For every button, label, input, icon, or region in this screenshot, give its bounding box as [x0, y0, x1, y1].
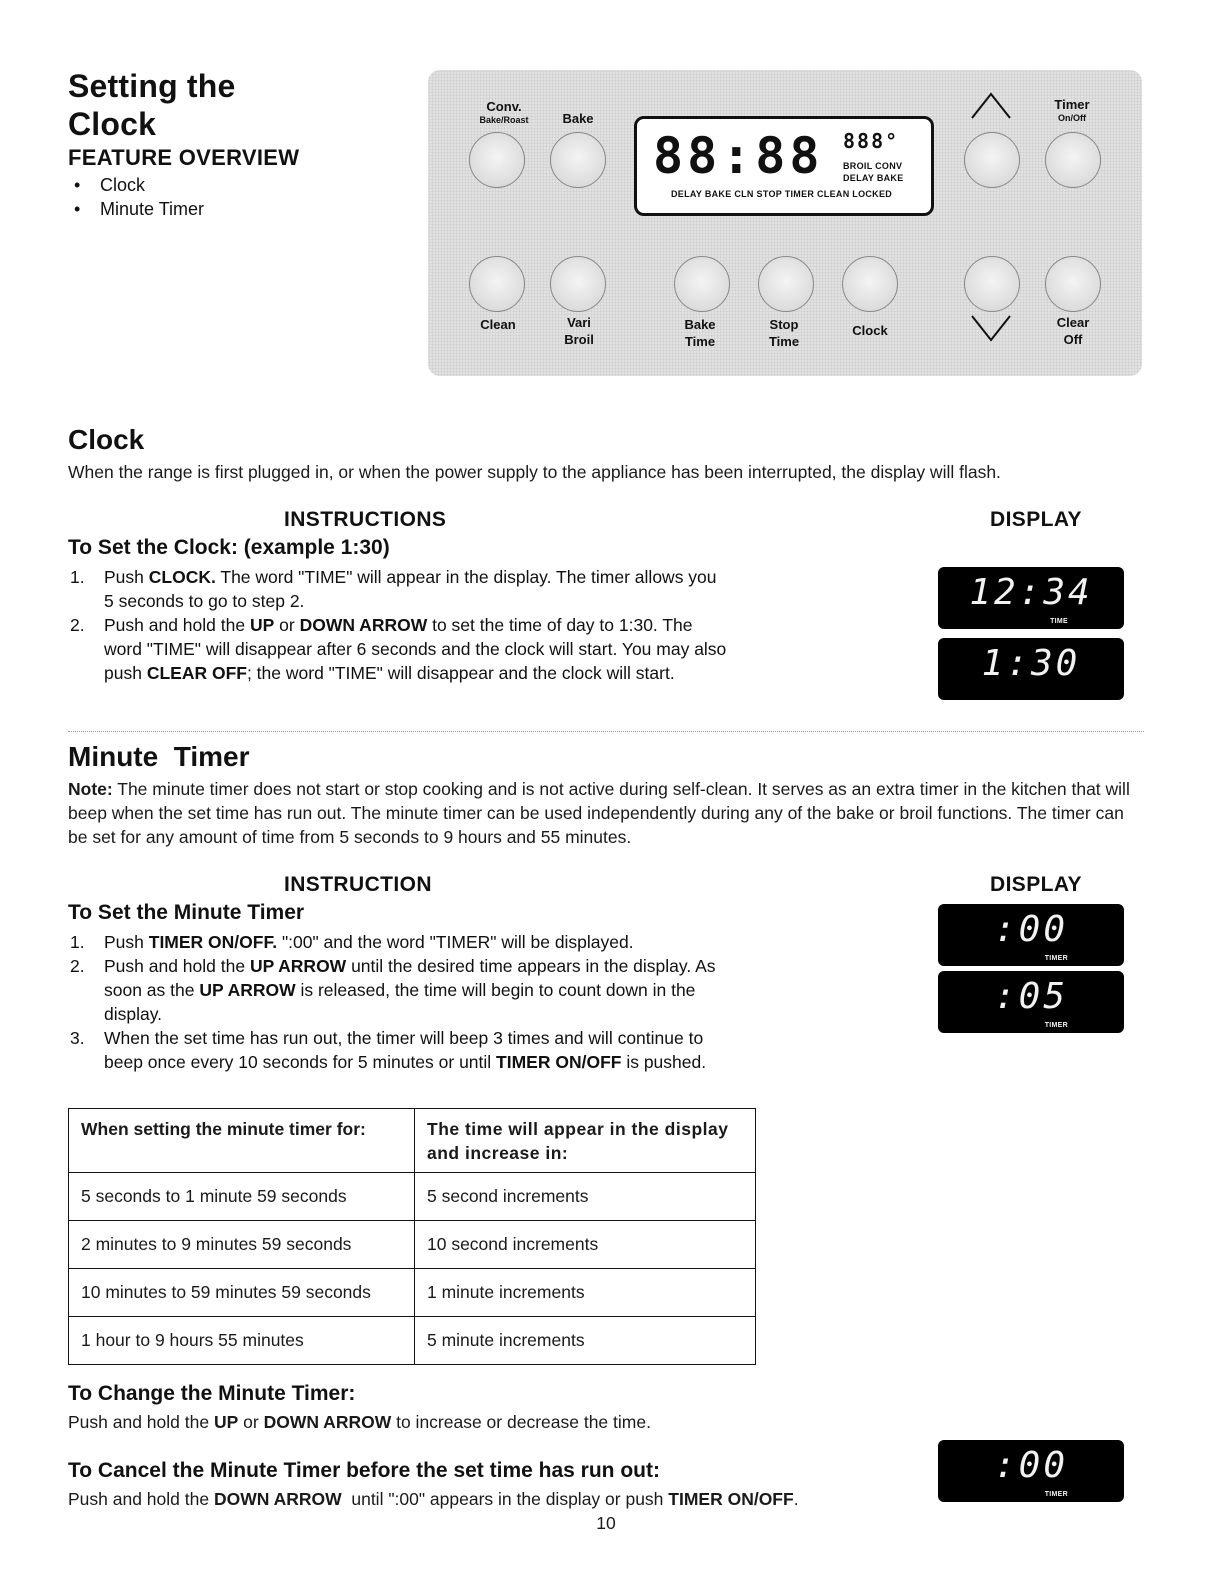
title-line-2: Clock: [68, 106, 157, 142]
step-bold: UP ARROW: [249, 956, 347, 976]
table-header-row: [69, 1109, 756, 1173]
step-bold: DOWN ARROW: [299, 615, 428, 635]
step-text: ":00" and the word "TIMER" will be displayed.: [277, 932, 634, 952]
table-cell-increment: 10 second increments: [415, 1221, 756, 1269]
set-timer-subheading: To Set the Minute Timer: [68, 901, 305, 924]
step-bold: UP ARROW: [199, 980, 296, 1000]
page-title: [68, 67, 236, 143]
table-cell-increment: 1 minute increments: [415, 1269, 756, 1317]
section-divider: [68, 731, 1144, 732]
vari-broil-button[interactable]: [550, 256, 606, 312]
clock-steps: [68, 565, 728, 685]
table-row: [69, 1221, 756, 1269]
step-number: 3.: [70, 1028, 85, 1048]
change-text: Push and hold the: [68, 1412, 214, 1432]
table-row: [69, 1317, 756, 1365]
change-bold: DOWN ARROW: [263, 1412, 392, 1432]
clear-off-label: [1040, 314, 1106, 348]
lcd-small-digits: 888°: [843, 129, 900, 153]
change-text: to increase or decrease the time.: [391, 1412, 651, 1432]
set-clock-subheading: To Set the Clock: (example 1:30): [68, 536, 390, 559]
clock-step: [68, 613, 728, 685]
timer-step: [68, 1026, 728, 1074]
clock-label: Clock: [852, 323, 888, 338]
clock-section-heading: Clock: [68, 424, 145, 455]
table-cell-range: 5 seconds to 1 minute 59 seconds: [69, 1173, 415, 1221]
feature-item: • Minute Timer: [68, 197, 204, 221]
table-header-right: The time will appear in the display and increase in:: [415, 1109, 756, 1173]
change-timer-text: [68, 1410, 928, 1434]
timer-label: [1036, 96, 1108, 123]
display-value: :00: [993, 909, 1069, 950]
timer-display-2: [938, 971, 1124, 1033]
table-cell-increment: 5 second increments: [415, 1173, 756, 1221]
cancel-timer-display: [938, 1440, 1124, 1502]
table-cell-range: 2 minutes to 9 minutes 59 seconds: [69, 1221, 415, 1269]
table-header-left: When setting the minute timer for:: [69, 1109, 415, 1173]
clock-display-2: [938, 638, 1124, 700]
bake-time-label-1: Bake: [684, 317, 716, 332]
stop-time-label-2: Time: [768, 334, 800, 349]
step-bold: UP: [249, 615, 275, 635]
cancel-text: Push and hold the: [68, 1489, 214, 1509]
clock-intro: When the range is first plugged in, or when the power supply to the appliance has been interrupted, the display will flash.: [68, 462, 1001, 482]
bake-time-label: [668, 316, 732, 350]
step-text: is pushed.: [621, 1052, 707, 1072]
instructions-label: INSTRUCTIONS: [284, 508, 447, 531]
display-tag: TIMER: [1044, 955, 1068, 962]
conv-label: [464, 98, 544, 125]
change-text: or: [238, 1412, 264, 1432]
panel-lcd-display: [634, 116, 934, 216]
clean-label: Clean: [480, 317, 516, 332]
note-label: Note:: [68, 779, 113, 799]
title-line-1: Setting the: [68, 68, 236, 104]
stop-time-label-1: Stop: [769, 317, 799, 332]
timer-increments-table: [68, 1108, 756, 1365]
conv-label-text: Conv.: [486, 99, 522, 114]
lcd-tag-delay-bake: DELAY BAKE: [843, 173, 904, 183]
timer-on-off-button[interactable]: [1045, 132, 1101, 188]
display-value: :00: [993, 1445, 1069, 1486]
timer-step: [68, 954, 728, 1026]
change-bold: UP: [213, 1412, 239, 1432]
display-tag: TIME: [1050, 618, 1068, 625]
clock-display-1: [938, 567, 1124, 629]
step-bold: TIMER ON/OFF: [496, 1052, 622, 1072]
up-arrow-icon: [970, 90, 1012, 120]
lcd-tag-row: DELAY BAKE CLN STOP TIMER CLEAN LOCKED: [671, 189, 893, 199]
timer-note: [68, 777, 1148, 849]
feature-overview-heading: FEATURE OVERVIEW: [68, 145, 300, 170]
step-number: 2.: [70, 615, 85, 635]
cancel-timer-heading: To Cancel the Minute Timer before the set time has run out:: [68, 1459, 660, 1482]
bake-time-label-2: Time: [684, 334, 716, 349]
cancel-bold: TIMER ON/OFF: [668, 1489, 794, 1509]
display-tag: TIMER: [1044, 1022, 1068, 1029]
cancel-timer-text: [68, 1487, 928, 1511]
step-text: The word "TIME" will appear in the display. The timer allows you 5 seconds to go to step 2.: [104, 567, 717, 611]
bake-label: Bake: [562, 111, 594, 126]
broil-label-text: Broil: [564, 332, 594, 347]
step-bold: TIMER ON/OFF.: [148, 932, 278, 952]
display-value: :05: [993, 976, 1069, 1017]
timer-display-1: [938, 904, 1124, 966]
up-arrow-button[interactable]: [964, 132, 1020, 188]
page-number: 10: [596, 1513, 616, 1533]
stop-time-button[interactable]: [758, 256, 814, 312]
feature-list: [68, 173, 204, 221]
note-text: The minute timer does not start or stop cooking and is not active during self-clean. It serves as an extra timer in the kitchen that will beep when the set time has run out. The minute timer can be used independently during any of the bake or broil functions. The timer can be set for any amount of time from 5 seconds to 9 hours and 55 minutes.: [68, 779, 1130, 847]
step-text: Push and hold the: [104, 615, 250, 635]
step-text: is released, the time will begin to count down in the display.: [104, 980, 696, 1024]
display-tag: TIMER: [1044, 1491, 1068, 1498]
step-bold: CLOCK.: [148, 567, 216, 587]
down-arrow-button[interactable]: [964, 256, 1020, 312]
cancel-text: until ":00" appears in the display or push: [341, 1489, 669, 1509]
bake-button[interactable]: [550, 132, 606, 188]
display-label: DISPLAY: [990, 508, 1082, 531]
clear-off-button[interactable]: [1045, 256, 1101, 312]
table-cell-range: 1 hour to 9 hours 55 minutes: [69, 1317, 415, 1365]
timer-sublabel: On/Off: [1058, 113, 1086, 123]
display-value: 12:34: [969, 572, 1093, 613]
table-cell-increment: 5 minute increments: [415, 1317, 756, 1365]
cancel-bold: DOWN ARROW: [213, 1489, 342, 1509]
step-text: or: [274, 615, 300, 635]
lcd-digits: 88:88: [653, 127, 824, 185]
step-text: until the desired time appears in the display. As soon as the: [104, 956, 716, 1000]
down-arrow-icon: [970, 314, 1012, 344]
table-row: [69, 1269, 756, 1317]
step-number: 2.: [70, 956, 85, 976]
timer-display-label: DISPLAY: [990, 873, 1082, 896]
step-number: 1.: [70, 567, 85, 587]
timer-label-text: Timer: [1054, 97, 1090, 112]
conv-bake-roast-button[interactable]: [469, 132, 525, 188]
change-timer-heading: To Change the Minute Timer:: [68, 1382, 356, 1405]
conv-sublabel: Bake/Roast: [479, 115, 529, 125]
step-text: to set the time of day to 1:30. The word "TIME" will disappear after 6 seconds and the clock will start. You may also push: [104, 615, 727, 683]
stop-time-label: [752, 316, 816, 350]
step-text: Push and hold the: [104, 956, 250, 976]
display-value: 1:30: [981, 643, 1081, 684]
step-bold: CLEAR OFF: [146, 663, 247, 683]
clean-button[interactable]: [469, 256, 525, 312]
step-text: When the set time has run out, the timer will beep 3 times and will continue to beep once every 10 seconds for 5 minutes or until: [104, 1028, 704, 1072]
feature-item: • Clock: [68, 173, 204, 197]
table-cell-range: 10 minutes to 59 minutes 59 seconds: [69, 1269, 415, 1317]
clock-step: [68, 565, 728, 613]
timer-section-heading: Minute Timer: [68, 741, 250, 772]
clock-button[interactable]: [842, 256, 898, 312]
timer-step: [68, 930, 728, 954]
timer-steps: [68, 930, 728, 1074]
off-label-text: Off: [1063, 332, 1083, 347]
lcd-tag-broil-conv: BROIL CONV: [843, 161, 903, 171]
cancel-text: .: [793, 1489, 799, 1509]
step-text: Push: [104, 567, 149, 587]
vari-label-text: Vari: [567, 315, 591, 330]
step-text: ; the word "TIME" will disappear and the clock will start.: [246, 663, 675, 683]
step-text: Push: [104, 932, 149, 952]
clear-label-text: Clear: [1056, 315, 1090, 330]
instruction-label: INSTRUCTION: [284, 873, 432, 896]
bake-time-button[interactable]: [674, 256, 730, 312]
vari-broil-label: [544, 314, 614, 348]
table-row: [69, 1173, 756, 1221]
step-number: 1.: [70, 932, 85, 952]
